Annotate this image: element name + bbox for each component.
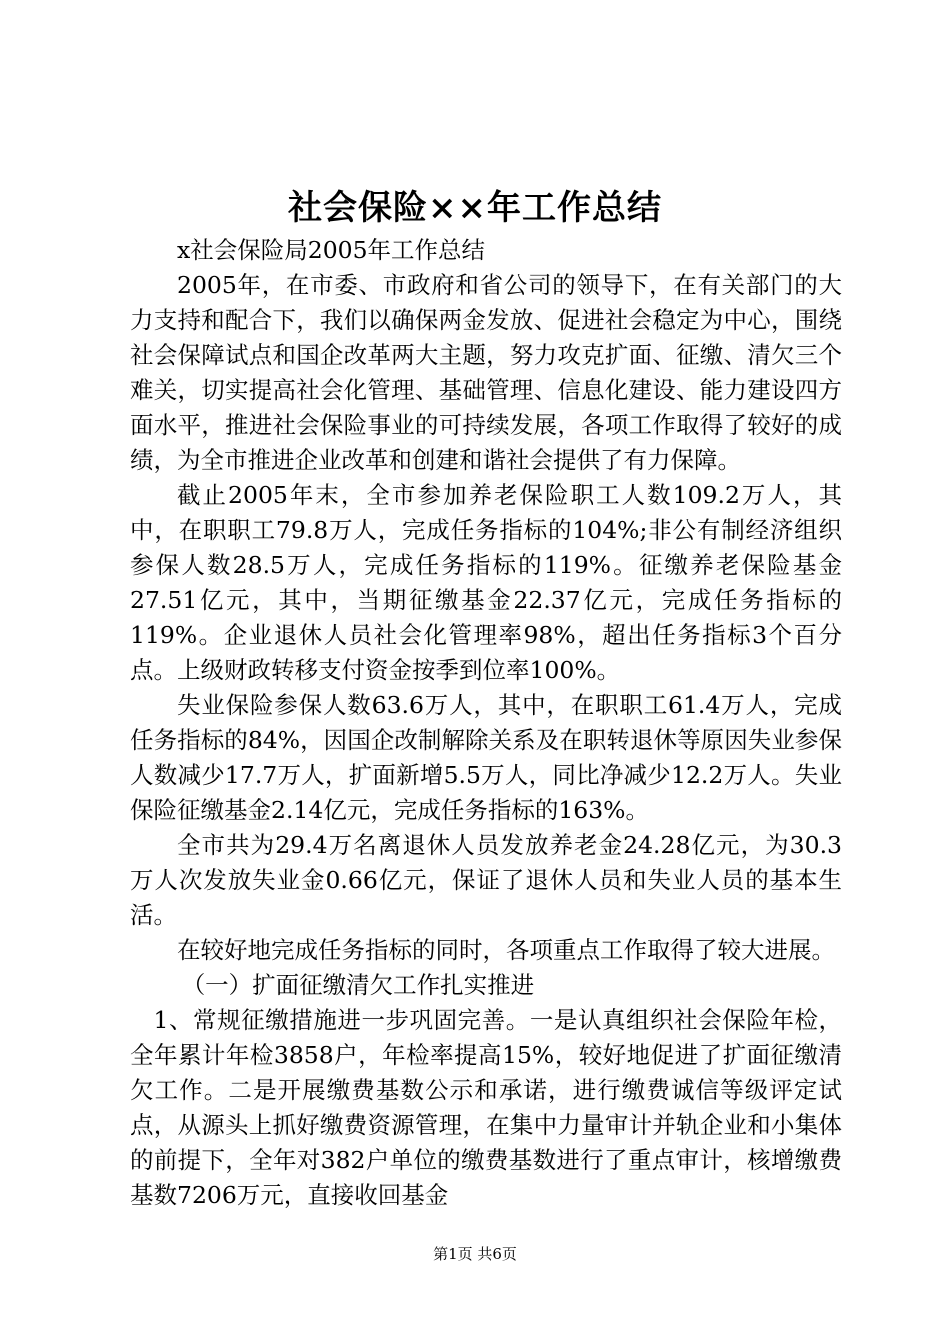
section-heading: （一）扩面征缴清欠工作扎实推进 [181, 971, 535, 999]
paragraph-unemployment: 失业保险参保人数63.6万人，其中，在职职工61.4万人，完成任务指标的84%，因国企改制解除关系及在职转退休等原因失业参保人数减少17.7万人，扩面新增5.5万人，同比净减少12.2万人。失业保险征缴基金2.14亿元，完成任务指标的163%。 [130, 691, 842, 824]
list-item-1: 1、常规征缴措施进一步巩固完善。一是认真组织社会保险年检，全年累计年检3858户，年检率提高15%，较好地促进了扩面征缴清欠工作。二是开展缴费基数公示和承诺，进行缴费诚信等级评定试点，从源头上抓好缴费资源管理，在集中力量审计并轨企业和小集体的前提下，全年对382户单位的缴费基数进行了重点审计，核增缴费基数7206万元，直接收回基金 [130, 1006, 842, 1209]
paragraph-intro: 2005年，在市委、市政府和省公司的领导下，在有关部门的大力支持和配合下，我们以确保两金发放、促进社会稳定为中心，围绕社会保障试点和国企改革两大主题，努力攻克扩面、征缴、清欠三个难关，切实提高社会化管理、基础管理、信息化建设、能力建设四方面水平，推进社会保险事业的可持续发展，各项工作取得了较好的成绩，为全市推进企业改革和创建和谐社会提供了有力保障。 [130, 271, 842, 474]
document-subtitle: x社会保险局2005年工作总结 [177, 236, 486, 264]
document-title: 社会保险××年工作总结 [288, 188, 662, 228]
paragraph-pension: 截止2005年末，全市参加养老保险职工人数109.2万人，其中，在职职工79.8万人，完成任务指标的104%;非公有制经济组织参保人数28.5万人，完成任务指标的119%。征缴养老保险基金27.51亿元，其中，当期征缴基金22.37亿元，完成任务指标的119%。企业退休人员社会化管理率98%，超出任务指标3个百分点。上级财政转移支付资金按季到位率100%。 [130, 481, 842, 684]
document-body [130, 233, 842, 1213]
page-number-footer: 第1页 共6页 [433, 1245, 517, 1263]
paragraph-progress: 在较好地完成任务指标的同时，各项重点工作取得了较大进展。 [177, 936, 835, 964]
paragraph-payments: 全市共为29.4万名离退休人员发放养老金24.28亿元，为30.3万人次发放失业金0.66亿元，保证了退休人员和失业人员的基本生活。 [130, 831, 842, 929]
